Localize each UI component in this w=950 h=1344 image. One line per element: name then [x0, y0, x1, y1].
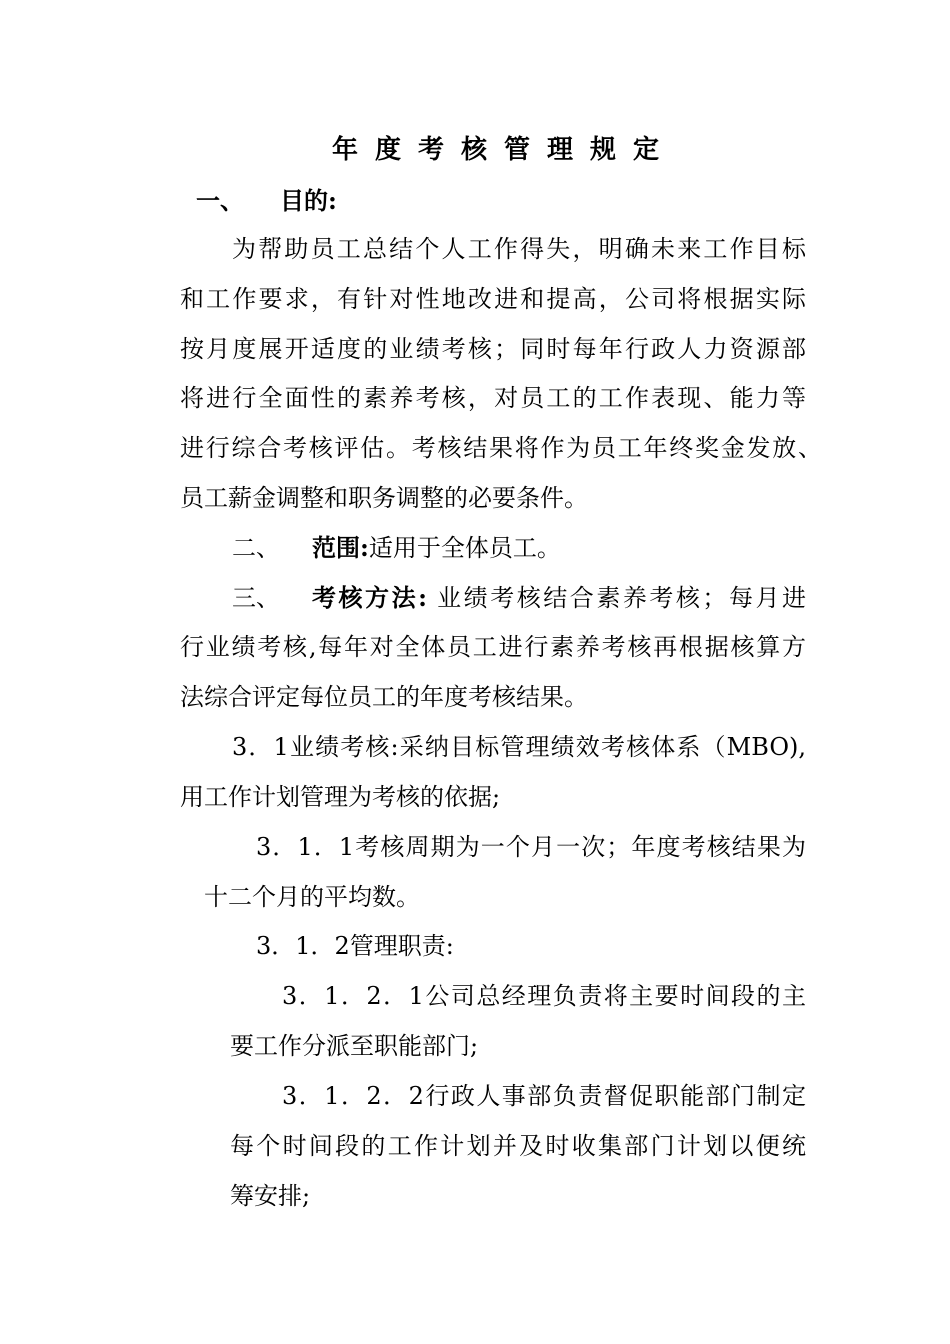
section-2-number: 二、 — [232, 534, 280, 562]
clause-3-1-line-2: 用工作计划管理为考核的依据; — [180, 783, 501, 811]
clause-3-1-2-2-line-3: 筹安排; — [230, 1182, 311, 1210]
section-3-line-2: 行业绩考核,每年对全体员工进行素养考核再根据核算方 — [180, 633, 806, 661]
clause-3-1-line-1: 3．1业绩考核:采纳目标管理绩效考核体系（MBO), — [232, 733, 806, 761]
section-2-text: 适用于全体员工。 — [368, 534, 561, 562]
section-3-line-1 — [312, 582, 806, 614]
section-1-line-5: 进行综合考核评估。考核结果将作为员工年终奖金发放、 — [180, 434, 822, 462]
section-1-line-3: 按月度展开适度的业绩考核；同时每年行政人力资源部 — [180, 335, 806, 363]
section-1-line-6: 员工薪金调整和职务调整的必要条件。 — [180, 484, 588, 512]
clause-3-1-2-2-line-2: 每个时间段的工作计划并及时收集部门计划以便统 — [230, 1132, 806, 1160]
clause-3-1-2-1-line-2: 要工作分派至职能部门; — [230, 1032, 479, 1060]
section-1-line-1: 为帮助员工总结个人工作得失，明确未来工作目标 — [232, 235, 806, 263]
section-1-number: 一、 — [196, 186, 244, 215]
clause-3-1-1-line-1: 3．1．1考核周期为一个月一次；年度考核结果为 — [256, 833, 806, 861]
section-1-line-4: 将进行全面性的素养考核，对员工的工作表现、能力等 — [180, 384, 806, 412]
section-2-heading: 范围: — [312, 533, 369, 562]
clause-3-1-2-line-1: 3．1．2管理职责: — [256, 932, 454, 960]
clause-3-1-2-1-line-1: 3．1．2．1公司总经理负责将主要时间段的主 — [282, 982, 806, 1010]
document-title: 年度考核管理规定 — [331, 135, 676, 165]
section-2-content — [312, 532, 561, 564]
clause-3-1-2-2-line-1: 3．1．2．2行政人事部负责督促职能部门制定 — [282, 1082, 806, 1110]
section-1-line-2: 和工作要求，有针对性地改进和提高，公司将根据实际 — [180, 285, 806, 313]
section-3-line-3: 法综合评定每位员工的年度考核结果。 — [180, 683, 588, 711]
section-3-line-1-rest: 业绩考核结合素养考核；每月进 — [437, 584, 807, 612]
section-3-number: 三、 — [232, 584, 280, 612]
clause-3-1-1-line-2: 十二个月的平均数。 — [204, 883, 420, 911]
section-1-heading: 目的: — [280, 186, 337, 215]
section-3-heading: 考核方法: — [312, 583, 427, 612]
